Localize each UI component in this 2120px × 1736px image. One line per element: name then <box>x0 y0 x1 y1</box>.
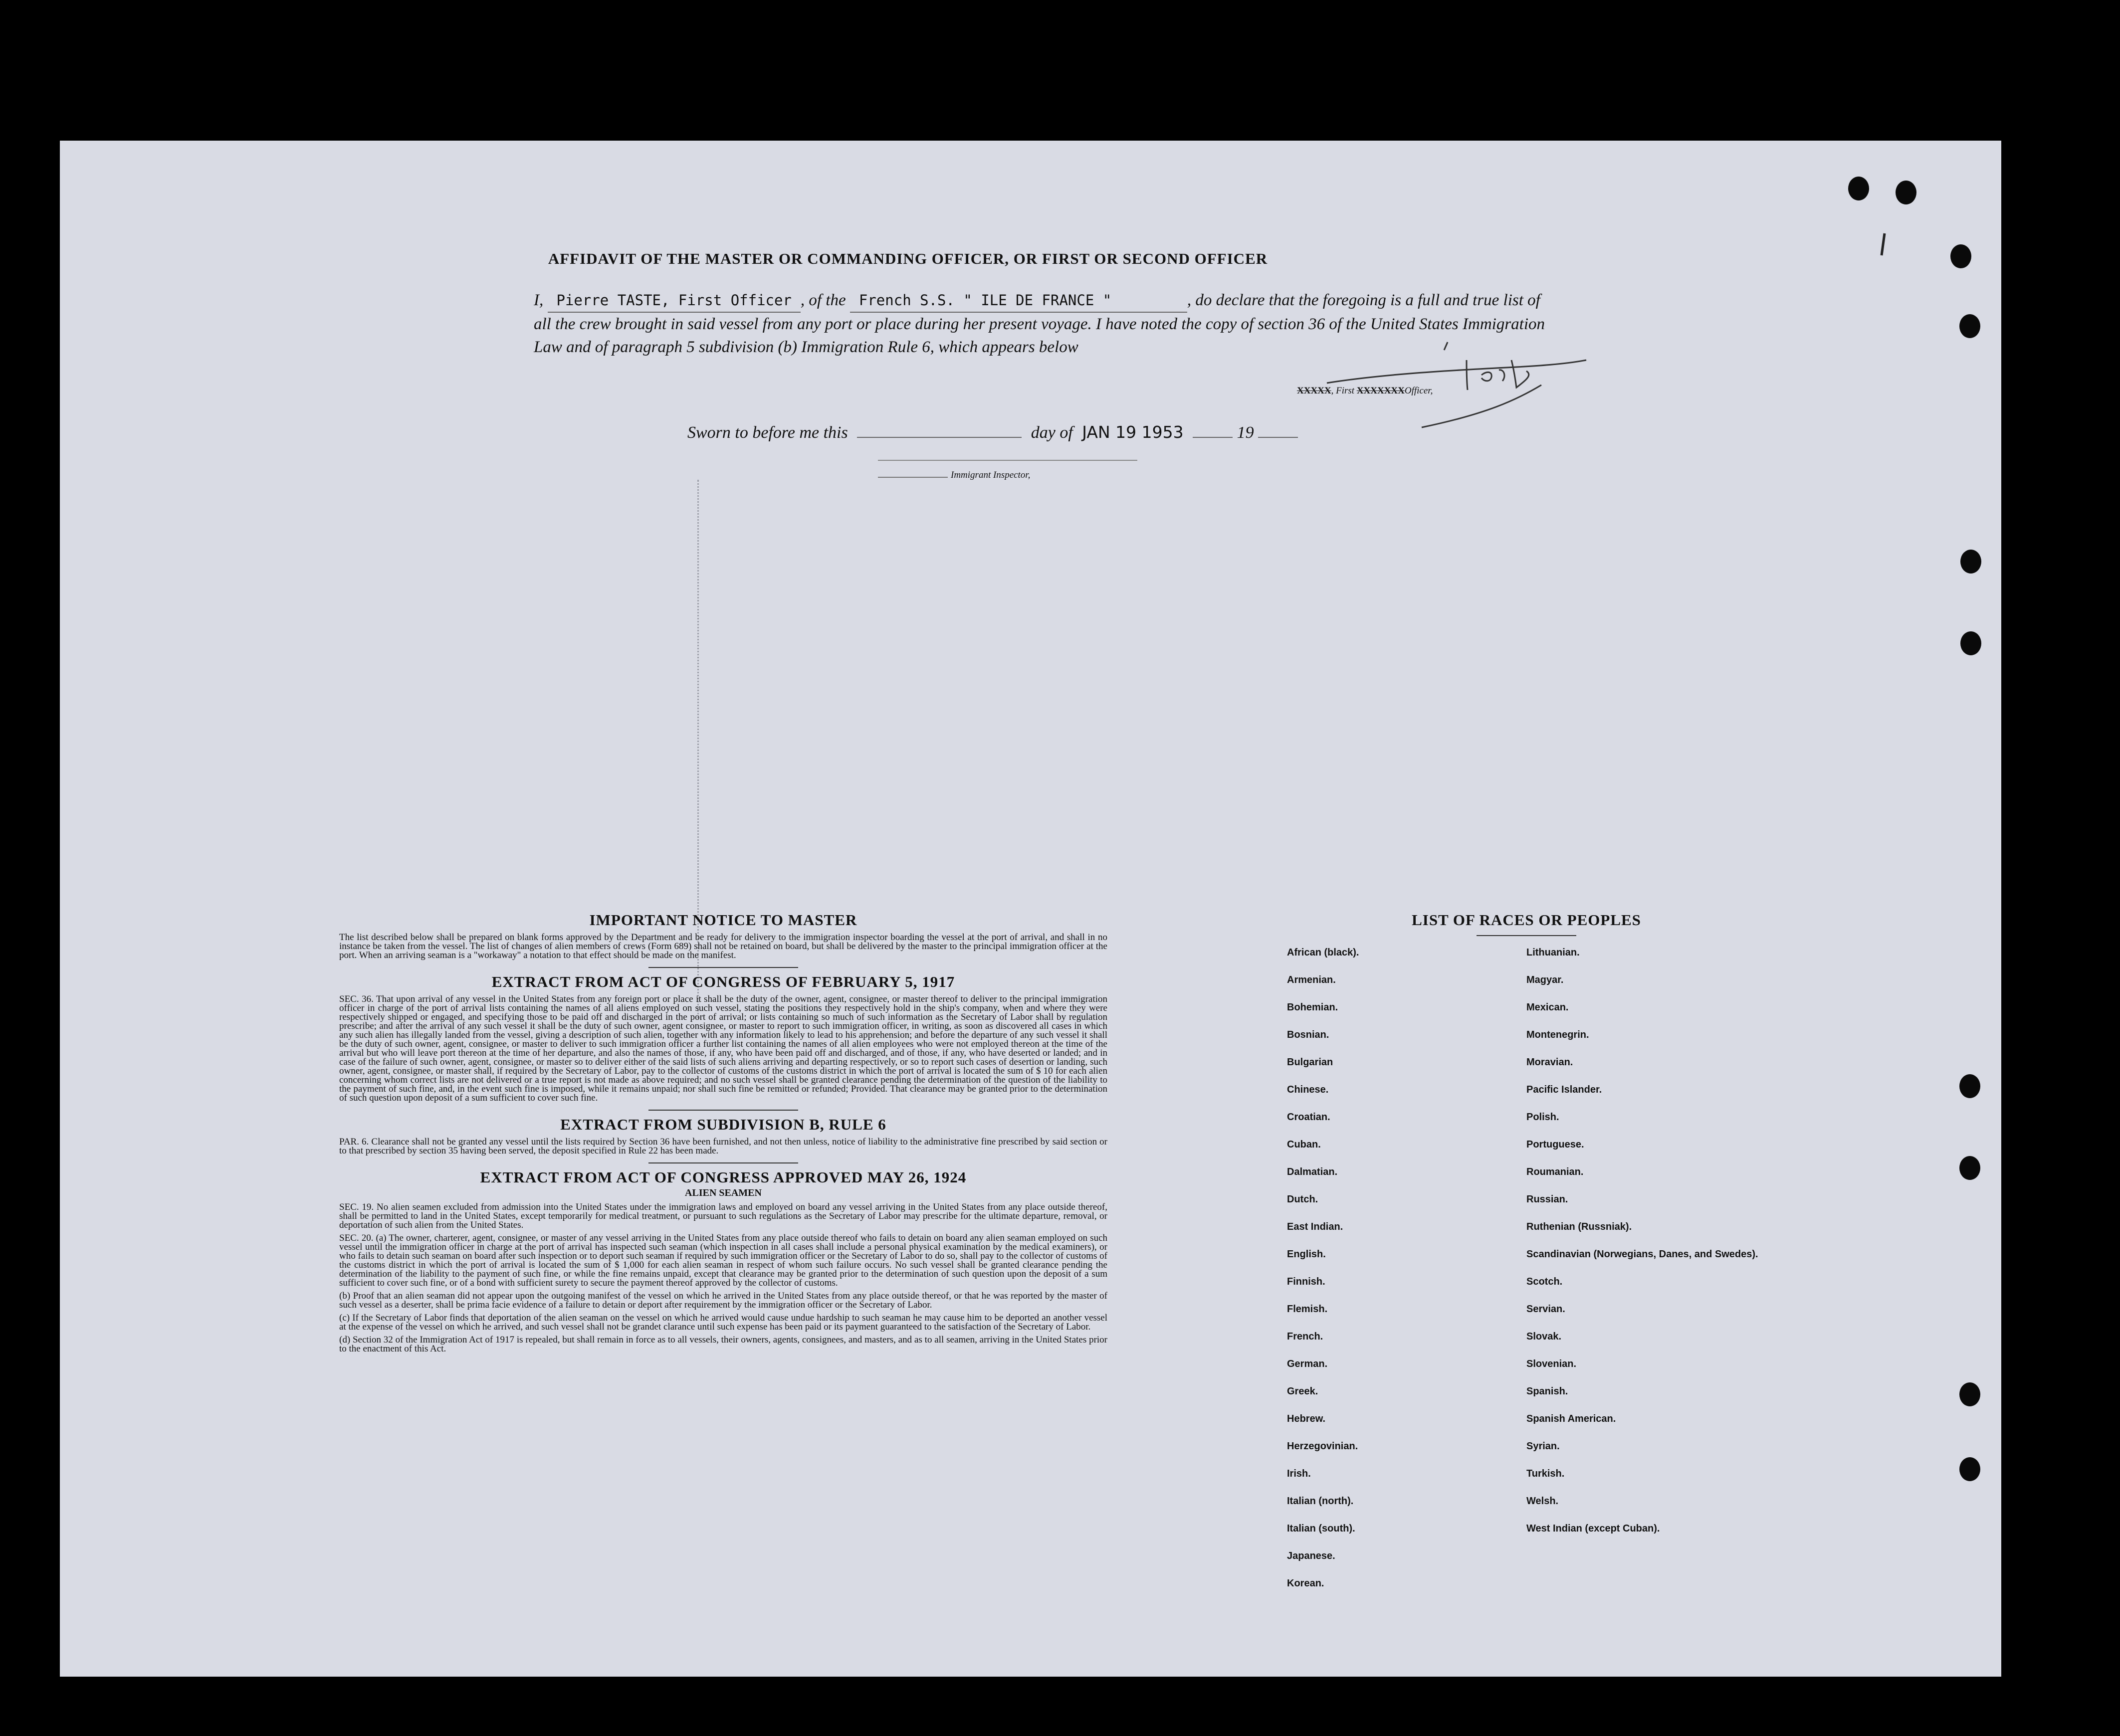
race-item: Bohemian. <box>1287 1002 1338 1013</box>
race-item: Herzegovinian. <box>1287 1441 1358 1452</box>
struck-title-prefix: XXXXX <box>1297 386 1331 396</box>
races-left-column <box>1287 947 1526 1605</box>
race-item: Servian. <box>1526 1304 1565 1315</box>
punch-hole <box>1960 631 1981 655</box>
race-item: Welsh. <box>1526 1496 1559 1507</box>
races-title: LIST OF RACES OR PEOPLES <box>1412 911 1641 929</box>
section-divider <box>648 1110 798 1111</box>
race-item: Irish. <box>1287 1468 1311 1479</box>
race-item: French. <box>1287 1331 1323 1342</box>
race-item: Armenian. <box>1287 974 1336 985</box>
race-item: Korean. <box>1287 1578 1324 1589</box>
race-item: Slovak. <box>1526 1331 1562 1342</box>
declaration-intro: I, <box>534 291 544 309</box>
day-blank <box>857 437 1022 438</box>
inspector-blank <box>878 477 948 478</box>
race-item: Moravian. <box>1526 1057 1573 1068</box>
notice-title: IMPORTANT NOTICE TO MASTER <box>589 911 857 929</box>
year-blank <box>1258 437 1298 438</box>
race-item: East Indian. <box>1287 1221 1343 1232</box>
date-blank <box>1193 437 1233 438</box>
race-item: English. <box>1287 1249 1326 1260</box>
notice-section <box>339 911 1107 1353</box>
punch-hole <box>1896 181 1916 204</box>
punch-hole <box>1959 1382 1980 1406</box>
race-item: Scotch. <box>1526 1276 1563 1287</box>
race-item: Spanish. <box>1526 1386 1568 1397</box>
punch-hole <box>1959 1457 1980 1481</box>
document-page <box>60 141 2001 1677</box>
race-item: Magyar. <box>1526 974 1564 985</box>
sec20a-text: SEC. 20. (a) The owner, charterer, agent, consignee, or master of any vessel arriving in the United States from any place outside thereof who fails to detain on board any alien seaman employed on such vessel until the immigration officer in charge at the port of arrival has inspected such seaman (which inspection in all cases shall include a personal physical examination by the medical examiners), or who fails to detain such seaman on board after such inspection or to deport such seaman if required by such immigration officer or the Secretary of Labor to do so, shall pay to the collector of customs of the customs district in which the port of arrival is located the sum of $ 1,000 for each alien seaman in respect of whom such failure occurs. No such vessel shall be granted clearance pending the determination of the liability to the payment of such fine, or while the fine remains unpaid, except that clearance may be granted prior to the determination of such question upon the deposit of a sum sufficient to cover such fine, or of a bond with sufficient surety to secure the payment thereof approved by the collector of customs. <box>339 1233 1107 1288</box>
race-item: Cuban. <box>1287 1139 1321 1150</box>
race-item: Hebrew. <box>1287 1413 1326 1424</box>
race-item: Flemish. <box>1287 1304 1328 1315</box>
section-divider <box>648 967 798 968</box>
race-item: Ruthenian (Russniak). <box>1526 1221 1632 1232</box>
punch-hole <box>1848 177 1869 200</box>
race-item: African (black). <box>1287 947 1359 958</box>
declarant-name: Pierre TASTE, First Officer <box>548 289 801 313</box>
race-item: German. <box>1287 1358 1328 1369</box>
extract-1917-title: EXTRACT FROM ACT OF CONGRESS OF FEBRUARY 5, 1917 <box>491 973 955 990</box>
section-divider <box>648 1162 798 1163</box>
races-section <box>1287 911 1766 1605</box>
sec20c-text: (c) If the Secretary of Labor finds that deportation of the alien seaman on the vessel on which he arrived would cause undue hardship to such seaman he may cause him to be deported an another vessel at the expense of the vessel on which he arrived, and such vessel shall not be grandet clarance until such expense has been paid or its payment guaranteed to the satisfaction of the Secretary of Labor. <box>339 1313 1107 1332</box>
year-prefix: 19 <box>1237 423 1254 442</box>
struck-title-mid: XXXXXXX <box>1356 386 1405 396</box>
sec19-text: SEC. 19. No alien seamen excluded from admission into the United States under the immigration laws and employed on board any vessel arriving in the United States from any place outside thereof, shall be permitted to land in the United States, except temporarily for medical treatment, or pursuant to such regulations as the Secretary of Labor may prescribe for the ultimate departure, removal, or deportation of such alien from the United States. <box>339 1202 1107 1230</box>
race-item: Dalmatian. <box>1287 1166 1338 1177</box>
punch-hole <box>1959 314 1980 338</box>
vessel-name: French S.S. " ILE DE FRANCE " <box>850 289 1187 313</box>
sworn-text: Sworn to before me this <box>687 423 848 442</box>
race-item: Japanese. <box>1287 1550 1335 1561</box>
signature-scrawl <box>1317 340 1596 430</box>
declaration-of-the: , of the <box>800 291 846 309</box>
race-item: Bulgarian <box>1287 1057 1333 1068</box>
race-item: Syrian. <box>1526 1441 1560 1452</box>
race-item: Greek. <box>1287 1386 1318 1397</box>
race-item: Dutch. <box>1287 1194 1318 1205</box>
races-grid <box>1287 947 1766 1605</box>
race-item: Turkish. <box>1526 1468 1565 1479</box>
day-of-label: day of <box>1031 423 1073 442</box>
extract-1917-text: SEC. 36. That upon arrival of any vessel in the United States from any foreign port or place it shall be the duty of the owner, agent, consignee, or master thereof to deliver to the principal immigration officer in charge of the port of arrival lists containing the names of all aliens employed on such vessel, stating the positions they respectively hold in the ship's company, when and where they were respectively shipped or engaged, and specifying those to be paid off and discharged in the port of arrival; or lists containing so much of such information as the Secretary of Labor shall by regulation prescribe; and after the arrival of any such vessel it shall be the duty of such owner, agent consignee, or master to report to such immigration officer, in writing, as soon as discovered all cases in which any such alien has illegally landed from the vessel, giving a description of such alien, together with any information likely to lead to his apprehension; and before the departure of any such vessel it shall be the duty of such owner, agent, consignee, or master to deliver to such immigration officer a further list containing the names of all alien employees who were not employed thereon at the time of the arrival but who will leave port thereon at the time of her departure, and also the names of those, if any, who have been paid off and discharged, and of those, if any, who have deserted or landed; and in case of the failure of such owner, agent, consignee, or master so to deliver either of the said lists of such aliens arriving and departing respectively, or so to report such cases of desertion or landing, such owner, agent, consignee, or master shall, if required by the Secretary of Labor, pay to the collector of customs of the customs district in which the port of arrival is located the sum of $ 10 for each alien concerning whom correct lists are not delivered or a true report is not made as above required; and no such vessel shall be granted clearance pending the determination of the question of the liability to the payment of such fine, and, in the event such fine is imposed, while it remains unpaid; nor shall such fine be remitted or refunded; Provided. That clearance may be granted prior to the determination of such question upon deposit of a sum sufficient to cover such fine. <box>339 994 1107 1103</box>
signature-title <box>1297 386 1433 396</box>
race-item: Chinese. <box>1287 1084 1329 1095</box>
race-item: Slovenian. <box>1526 1358 1577 1369</box>
signature-officer: Officer, <box>1404 386 1433 396</box>
race-item: Scandinavian (Norwegians, Danes, and Swedes). <box>1526 1249 1758 1260</box>
pencil-tick-mark <box>1876 230 1891 260</box>
race-item: Pacific Islander. <box>1526 1084 1602 1095</box>
race-item: Finnish. <box>1287 1276 1325 1287</box>
inspector-label-line <box>878 470 1030 481</box>
race-item: Polish. <box>1526 1112 1559 1123</box>
inspector-signature-line <box>878 460 1137 461</box>
sec20d-text: (d) Section 32 of the Immigration Act of 1917 is repealed, but shall remain in force as to all vessels, their owners, agents, consignees, and masters, and as to all seamen, arriving in the United States prior to the enactment of this Act. <box>339 1335 1107 1354</box>
punch-hole <box>1959 1156 1980 1180</box>
race-item: Montenegrin. <box>1526 1029 1589 1040</box>
rule6-title: EXTRACT FROM SUBDIVISION B, RULE 6 <box>560 1116 886 1133</box>
race-item: Italian (south). <box>1287 1523 1355 1534</box>
punch-hole <box>1950 244 1971 268</box>
races-right-column <box>1526 947 1766 1605</box>
race-item: Spanish American. <box>1526 1413 1616 1424</box>
alien-seamen-subtitle: ALIEN SEAMEN <box>685 1187 762 1198</box>
race-item: Croatian. <box>1287 1112 1330 1123</box>
rule6-text: PAR. 6. Clearance shall not be granted any vessel until the lists required by Section 36 have been furnished, and not then unless, notice of liability to the administrative fine prescribed by said section or to that prescribed by section 35 having been served, the deposit specified in Rule 22 has been made. <box>339 1137 1107 1156</box>
notice-text: The list described below shall be prepared on blank forms approved by the Department and be ready for delivery to the immigration inspector boarding the vessel at the port of arrival, and shall in no instance be taken from the vessel. The list of changes of alien members of crews (Form 689) shall not be retained on board, but shall be delivered by the master to the principal immigration officer at the port. When an arriving seaman is a "workaway" a notation to that effect should be made on the manifest. <box>339 932 1107 961</box>
race-item: Lithuanian. <box>1526 947 1580 958</box>
affidavit-title: AFFIDAVIT OF THE MASTER OR COMMANDING OFFICER, OR FIRST OR SECOND OFFICER <box>548 249 1268 267</box>
declaration-text: , do declare that the foregoing is a full and true list of all the crew brought in said vessel from any port or place during her present voyage. I have noted the copy of section 36 of the United States Immigration Law and of paragraph 5 subdivision (b) Immigration Rule 6, which appears below <box>534 291 1545 356</box>
race-item: Mexican. <box>1526 1002 1569 1013</box>
punch-hole <box>1960 550 1981 574</box>
races-divider <box>1477 935 1576 936</box>
race-item: Russian. <box>1526 1194 1568 1205</box>
race-item: West Indian (except Cuban). <box>1526 1523 1660 1534</box>
signature-first: , First <box>1331 386 1355 396</box>
race-item: Bosnian. <box>1287 1029 1329 1040</box>
race-item: Portuguese. <box>1526 1139 1584 1150</box>
sec20b-text: (b) Proof that an alien seaman did not appear upon the outgoing manifest of the vessel on which he arrived in the United States from any place outside thereof, or that he was reported by the master of such vessel as a deserter, shall be prima facie evidence of a failure to detain or deport after requirement by the immigration officer or the Secretary of Labor. <box>339 1291 1107 1310</box>
inspector-label: Immigrant Inspector, <box>951 470 1031 480</box>
race-item: Roumanian. <box>1526 1166 1584 1177</box>
sworn-line <box>687 422 1298 442</box>
extract-1924-title: EXTRACT FROM ACT OF CONGRESS APPROVED MAY 26, 1924 <box>480 1168 967 1186</box>
race-item: Italian (north). <box>1287 1496 1354 1507</box>
punch-hole <box>1959 1074 1980 1098</box>
date-stamp: JAN 19 1953 <box>1082 422 1184 442</box>
